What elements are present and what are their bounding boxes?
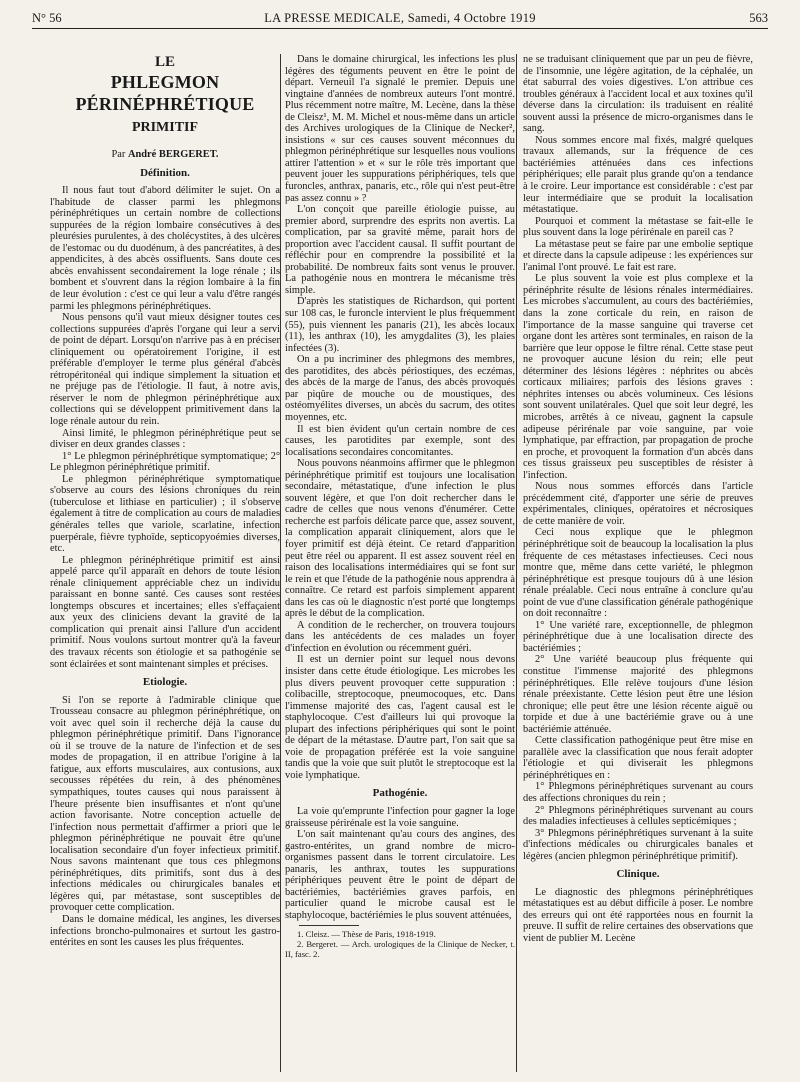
- paragraph: L'on sait maintenant qu'au cours des angines, des gastro-entérites, un grand nombre de micro-organismes passent dans le torrent circulatoire. Les panaris, les anthrax, toutes les suppurations périphériques peuvent être le point de départ de bactériémies, bactériémies graves parfois, en particulier quand le microbe causal est le staphylocoque, bactériémies le plus souvent atténuées,: [285, 829, 515, 921]
- paragraph: 1° Le phlegmon périnéphrétique symptomatique; 2° Le phlegmon périnéphrétique primitif.: [50, 450, 280, 474]
- paragraph: Le phlegmon périnéphrétique primitif est ainsi appelé parce qu'il apparaît en dehors de toute lésion rénale cliniquement appréciable chez un individu paraissant en bonne santé. Ces causes sont restées longtemps obscures et incertaines; elles s'effaçaient aux yeux des cliniciens devant la gravité de la complication qui prenait ainsi l'allure d'un accident primitif. Nous voulons surtout montrer qu'à la faveur des travaux récents son étiologie et sa pathogénie se sont éclairées et sont maintenant simples et précises.: [50, 554, 280, 670]
- paragraph: Ainsi limité, le phlegmon périnéphrétique peut se diviser en deux grandes classes :: [50, 427, 280, 451]
- paragraph: La métastase peut se faire par une embolie septique et directe dans la capsule adipeuse : les expériences sur l'animal l'ont prouvé. Le fait est rare.: [523, 238, 753, 273]
- footnote: 2. Bergeret. — Arch. urologiques de la Clinique de Necker, t. II, fasc. 2.: [285, 939, 515, 960]
- page-header: [32, 8, 768, 29]
- paragraph: ne se traduisant cliniquement que par un peu de fièvre, de l'insomnie, une légère agitation, de la céphalée, un état saburral des voies digestives. L'on attribue ces troubles généraux à l'accident local et aux toxines qu'il déverse dans la circulation: ils traduisent en réalité souvent aussi la présence de micro-organismes dans le sang.: [523, 54, 753, 135]
- issue-number: N° 56: [32, 11, 62, 25]
- section-heading-etiologie: Etiologie.: [142, 676, 188, 689]
- article-title-line1: LE: [154, 54, 175, 70]
- paragraph: D'après les statistiques de Richardson, qui portent sur 108 cas, le furoncle intervient le plus fréquemment (55), puis viennent les panaris (21), les abcès locaux (11), les anthrax (10), les amygdalites (3), les plaies infectées (3).: [285, 296, 515, 354]
- paragraph: 3° Phlegmons périnéphrétiques survenant à la suite d'infections médicales ou chirurgicales banales et légères (ancien phlegmon périnéphrétique primitif).: [523, 827, 753, 862]
- paragraph: 1° Phlegmons périnéphrétiques survenant au cours des affections chroniques du rein ;: [523, 781, 753, 804]
- column-divider: [280, 54, 281, 1072]
- column-1: [50, 54, 280, 1074]
- paragraph: A condition de le rechercher, on trouvera toujours dans les antécédents de ces malades un foyer d'infection en évolution ou récemment guéri.: [285, 619, 515, 654]
- paragraph: 2° Une variété beaucoup plus fréquente qui constitue l'immense majorité des phlegmons périnéphrétiques. Elle relève toujours d'une lésion rénale préexistante. Cette lésion peut être une lésion chronique; elle peut être une lésion récente aiguë ou torpide et due à une bactériémie grave ou à une bactériémie atténuée.: [523, 654, 753, 735]
- column-divider: [516, 54, 517, 1072]
- paragraph: Il est un dernier point sur lequel nous devons insister dans cette étude étiologique. Les microbes les plus divers peuvent provoquer cette suppuration : colibacille, streptocoque, pneumocoques, etc. Dans l'immense majorité des cas, l'agent causal est le staphylocoque. C'est d'ailleurs lui qui provoque la plupart des infections périphériques qui sont le point de départ de la métastase. D'autre part, l'on sait que sa voie de propagation préférée est la voie sanguine tandis que la voie que suit plutôt le streptocoque est la voie lymphatique.: [285, 654, 515, 781]
- paragraph: Ceci nous explique que le phlegmon périnéphrétique soit de beaucoup la localisation la plus fréquente de ces métastases infectieuses. Ceci nous montre que, même dans cette variété, le phlegmon périnéphrétique est presque toujours dû à une lésion rénale préalable. Ceci nous entraîne à conclure qu'au point de vue d'une classification générale pathogénique on doit reconnaître :: [523, 527, 753, 620]
- section-heading-definition: Définition.: [140, 166, 190, 179]
- paragraph: Nous nous sommes efforcés dans l'article précédemment cité, d'apporter une série de preuves expérimentales, cliniques, opératoires et nécrosiques de cette manière de voir.: [523, 481, 753, 527]
- article-title-line2: PHLEGMON PÉRINÉPHRÉTIQUE: [75, 72, 255, 114]
- paragraph: Dans le domaine médical, les angines, les diverses infections broncho-pulmonaires et surtout les gastro-entérites en sont les causes les plus fréquentes.: [50, 914, 280, 949]
- paragraph: Le phlegmon périnéphrétique symptomatique s'observe au cours des lésions chroniques du rein (tuberculose et lithiase en particulier) ; il s'observe également à titre de complication au cours de maladies générales telles que variole, scarlatine, infection puerpérale, fièvre typhoïde, septicopyoémies diverses, etc.: [50, 473, 280, 555]
- section-heading-clinique: Clinique.: [616, 868, 660, 881]
- paragraph: Nous pensons qu'il vaut mieux désigner toutes ces collections suppurées d'après l'organe qui leur a servi de point de départ. Lorsqu'on n'arrive pas à en préciser cliniquement ou opératoirement l'origine, il est préférable d'employer le terme plus général d'abcès rétropéritonéal qui indique simplement la situation et ne préjuge pas de l'étiologie. Il faut, à notre avis, réserver le nom de phlegmon périnéphrétique aux collections qui se développent primitivement dans la loge rénale autour du rein.: [50, 312, 280, 428]
- paragraph: 1° Une variété rare, exceptionnelle, de phlegmon périnéphrétique due à une localisation directe des bactériémies ;: [523, 619, 753, 654]
- paragraph: Il est bien évident qu'un certain nombre de ces causes, les parotidites par exemple, sont des localisations secondaires concomitantes.: [285, 423, 515, 458]
- paragraph: Le diagnostic des phlegmons périnéphrétiques métastatiques est au début difficile à poser. Le nombre des erreurs qui ont été rapportées nous en fournit la preuve. Il suffit de relire certaines des observations que vient de publier M. Lecène: [523, 886, 753, 945]
- paragraph: Il nous faut tout d'abord délimiter le sujet. On a l'habitude de classer parmi les phlegmons périnéphrétiques un certain nombre de collections suppurées de la région lombaire consécutives à des pleurésies purulentes, à des cholécystites, à des ulcères de l'estomac ou du duodénum, à des pancréatites, à des appendicites, à des abcès ossifluents. Sans doute ces abcès envahissent secondairement la loge rénale ; ils bombent et s'ouvrent dans la région lombaire à la fin de leur évolution : c'est ce qui leur a valu d'être rangés parmi les phlegmons périnéphrétiques.: [50, 185, 280, 312]
- column-2: [285, 54, 515, 1074]
- paragraph: Cette classification pathogénique peut être mise en parallèle avec la classification que nous ferait adopter l'étiologie et qui diviserait les phlegmons périnéphrétiques en :: [523, 735, 753, 781]
- paragraph: Si l'on se reporte à l'admirable clinique que Trousseau consacre au phlegmon périnéphrétique, on voit avec quel soin il recherche déjà la cause du phlegmon périnéphrétique primitif. Dans l'ignorance où il se trouve de la nature de l'infection et de ses modes de propagation, il en attribue l'origine à la fatigue, aux efforts musculaires, aux contusions, aux secousses répétées du rein, à des phénomènes sympathiques, toutes causes qui nous paraissent à l'heure présente bien insuffisantes et n'ont qu'une action favorisante. Notre conception actuelle de l'infection nous permettait d'affirmer a priori que le phlegmon périnéphrétique ne pouvait être qu'une localisation secondaire d'un foyer infectieux primitif. Nous savons maintenant que tous ces phlegmons périnéphrétiques, dits primitifs, sont dus à des infections médicales ou chirurgicales banales et légères qui, par métastase, sont susceptibles de provoquer cette complication.: [50, 694, 280, 914]
- paragraph: 2° Phlegmons périnéphrétiques survenant au cours des maladies infectieuses à cellules septicémiques ;: [523, 804, 753, 828]
- paragraph: Dans le domaine chirurgical, les infections les plus légères des téguments peuvent en être le point de départ. Verneuil l'a signalé le premier. Depuis une vingtaine d'années de nombreux auteurs l'ont montré. Plus récemment notre maître, M. Lecène, dans la thèse de Cleisz¹, M. M. Michel et nous-même dans un article des Archives urologiques de la Clinique de Necker², insistions « sur ces causes souvent méconnues du phlegmon périnéphrétique sur lesquelles nous voulions attirer l'attention » et « sur le rôle très important que peuvent jouer les suppurations périphériques, tels que furoncles, anthrax, panaris, etc., rôle qui n'est peut-être pas assez connu » ?: [285, 54, 515, 204]
- paragraph: Nous sommes encore mal fixés, malgré quelques travaux allemands, sur la fréquence de ces bactériémies atténuées dans ces infections périphériques; elle parait plus grande qu'on a tendance à le croire. Leur importance est considérable : c'est par leur intermédiaire que se produit la localisation métastatique.: [523, 134, 753, 216]
- author-byline: Par André BERGERET.: [111, 149, 219, 160]
- footnote: 1. Cleisz. — Thèse de Paris, 1918-1919.: [297, 929, 436, 940]
- author-name: André BERGERET.: [128, 149, 219, 160]
- column-3: [523, 54, 753, 1074]
- paragraph: Pourquoi et comment la métastase se fait-elle le plus souvent dans la loge périrénale en pareil cas ?: [523, 215, 753, 239]
- journal-title: LA PRESSE MEDICALE, Samedi, 4 Octobre 1919: [264, 11, 536, 25]
- paragraph: Nous pouvons néanmoins affirmer que le phlegmon périnéphrétique primitif est toujours une localisation secondaire, métastatique, d'une infection le plus souvent légère, et que l'on doit rechercher dans le cadre de celles que nous venons d'énumérer. Cette recherche est parfois délicate parce que, assez souvent, la complication apparait cliniquement, alors que le foyer primitif est déjà éteint. Ce retard d'apparition peut être réel ou apparent. Il est assez souvent réel en raison des localisations intermédiaires qui se font sur le rein et que l'étude de la pathogénie nous apprendra à connaître. Ce retard est parfois simplement apparent dans les cas où le diagnostic n'est porté que longtemps après le début de la complication.: [285, 458, 515, 620]
- section-heading-pathogenie: Pathogénie.: [372, 787, 428, 800]
- page-number: 563: [749, 11, 768, 25]
- article-title-line3: PRIMITIF: [131, 120, 199, 135]
- paragraph: On a pu incriminer des phlegmons des membres, des parotidites, des abcès périostiques, des eczémas, des abcès de la marge de l'anus, des abcès provoqués par piqûre de mouche ou de moustiques, des ostéomyélites diverses, un abcès du sacrum, des otites moyennes, etc.: [285, 354, 515, 423]
- paragraph: L'on conçoit que pareille étiologie puisse, au premier abord, surprendre des esprits non avertis. La complication, par sa gravité même, parait hors de proportion avec l'accident causal. Il suffit pourtant de réfléchir pour en comprendre la possibilité et la probabilité. De nombreux faits sont venus le prouver. La pathogénie nous en montrera le mécanisme très simple.: [285, 204, 515, 296]
- paragraph: Le plus souvent la voie est plus complexe et la périnéphrite résulte de lésions rénales intermédiaires. Les microbes s'accumulent, au cours des bactériémies, dans la zone corticale du rein, en raison de l'importance de la masse sanguine qui traverse cet organe dont les artères sont terminales, en raison de la barrière que leur oppose le filtre rénal. Cette stase peut ne provoquer aucune lésion du rein; elle peut déterminer des lésions légères : néphrites ou abcès corticaux miliaires; parfois des lésions graves : néphrites intenses ou abcès volumineux. Ces lésions sont souvent unilatérales. Quel que soit leur degré, les microbes, arrêtés à ce niveau, gagnent la capsule adipeuse périrénale par voie sanguine, par voie lymphatique, par effraction, par propagation de proche en proche, et provoquent la formation d'un abcès dans ces tissus graisseux peu susceptibles de résister à l'infection.: [523, 273, 753, 481]
- footnote-separator: [299, 925, 359, 926]
- paragraph: La voie qu'emprunte l'infection pour gagner la loge graisseuse périrénale est la voie sanguine.: [285, 806, 515, 829]
